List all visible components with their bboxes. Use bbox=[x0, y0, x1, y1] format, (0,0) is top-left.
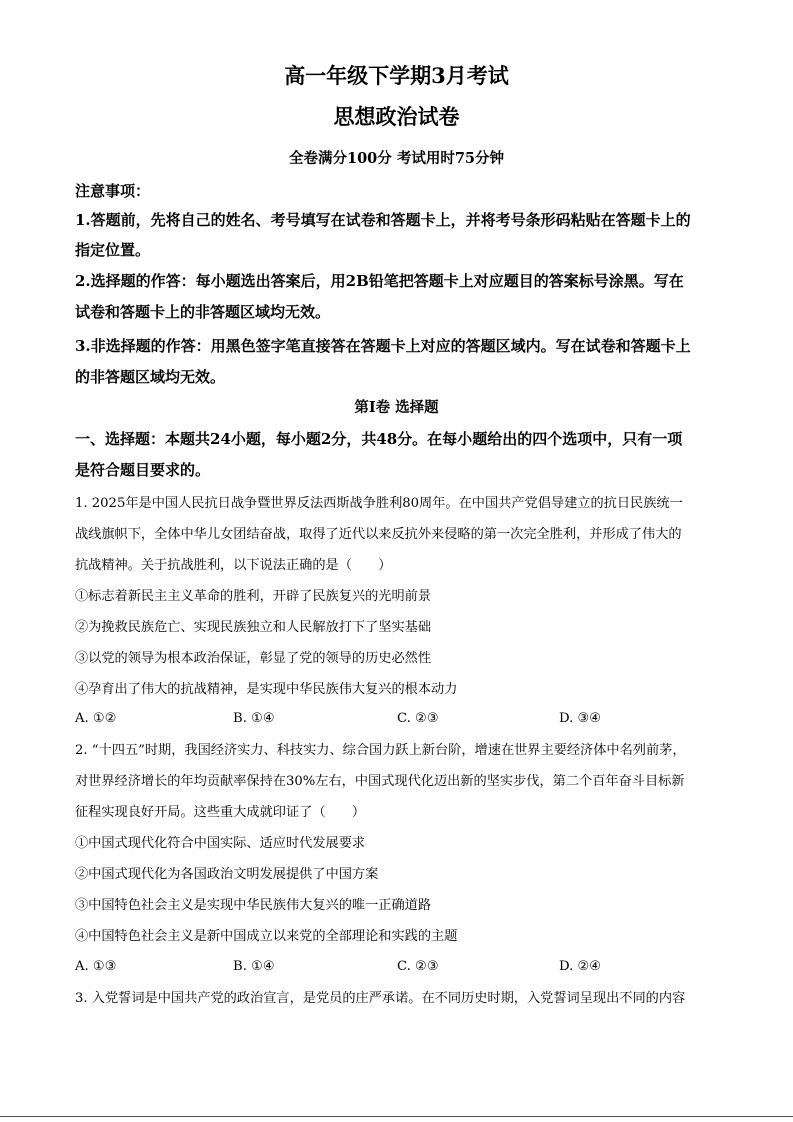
exam-title: 高一年级下学期3月考试 bbox=[284, 63, 509, 88]
q1-stem-line-2: 战线旗帜下，全体中华儿女团结奋战，取得了近代以来反抗外来侵略的第一次完全胜利，并形成了伟大的 bbox=[75, 527, 682, 542]
q2-statement-4: ④中国特色社会主义是新中国成立以来党的全部理论和实践的主题 bbox=[75, 929, 458, 944]
part1-heading: 第Ⅰ卷 选择题 bbox=[354, 399, 439, 416]
q1-option-b: B. ①④ bbox=[233, 711, 275, 726]
exam-meta: 全卷满分100分 考试用时75分钟 bbox=[289, 150, 504, 167]
notice-item-2-line-1: 2.选择题的作答：每小题选出答案后，用2B铅笔把答题卡上对应题目的答案标号涂黑。写在 bbox=[75, 272, 684, 290]
notice-item-3-line-1: 3.非选择题的作答：用黑色签字笔直接答在答题卡上对应的答题区域内。写在试卷和答题卡上 bbox=[75, 337, 691, 355]
exam-subject: 思想政治试卷 bbox=[333, 104, 460, 129]
q2-statement-1: ①中国式现代化符合中国实际、适应时代发展要求 bbox=[75, 836, 366, 851]
q1-statement-4: ④孕育出了伟大的抗战精神，是实现中华民族伟大复兴的根本动力 bbox=[75, 682, 458, 697]
q2-option-d: D. ②④ bbox=[559, 959, 602, 974]
part1-instruction-line-1: 一、选择题：本题共24小题，每小题2分，共48分。在每小题给出的四个选项中，只有一项 bbox=[75, 430, 683, 448]
q2-statement-2: ②中国式现代化为各国政治文明发展提供了中国方案 bbox=[75, 867, 379, 882]
q2-stem-line-1: 2. “十四五”时期，我国经济实力、科技实力、综合国力跃上新台阶，增速在世界主要经济体中名列前茅， bbox=[75, 743, 686, 758]
q1-stem-line-1: 1. 2025年是中国人民抗日战争暨世界反法西斯战争胜利80周年。在中国共产党倡导建立的抗日民族统一 bbox=[75, 496, 683, 511]
page-bottom-divider bbox=[0, 1116, 793, 1117]
q1-statement-2: ②为挽救民族危亡、实现民族独立和人民解放打下了坚实基础 bbox=[75, 620, 432, 635]
q2-option-c: C. ②③ bbox=[397, 959, 439, 974]
q1-option-d: D. ③④ bbox=[559, 711, 602, 726]
notice-heading: 注意事项： bbox=[75, 182, 151, 200]
notice-item-2-line-2: 试卷和答题卡上的非答题区域均无效。 bbox=[75, 303, 331, 321]
notice-item-3-line-2: 的非答题区域均无效。 bbox=[75, 368, 226, 386]
q1-stem-line-3: 抗战精神。关于抗战胜利，以下说法正确的是（ ） bbox=[75, 558, 392, 573]
q1-option-a: A. ①② bbox=[75, 711, 117, 726]
part1-instruction-line-2: 是符合题目要求的。 bbox=[75, 461, 211, 479]
q2-stem-line-3: 征程实现良好开局。这些重大成就印证了（ ） bbox=[75, 805, 366, 820]
q3-stem-line-1: 3. 入党誓词是中国共产党的政治宣言，是党员的庄严承诺。在不同历史时期，入党誓词呈现出不同的内容 bbox=[75, 991, 686, 1006]
notice-item-1-line-2: 指定位置。 bbox=[75, 241, 151, 259]
q2-option-a: A. ①③ bbox=[75, 959, 117, 974]
q1-option-c: C. ②③ bbox=[397, 711, 439, 726]
notice-item-1-line-1: 1.答题前，先将自己的姓名、考号填写在试卷和答题卡上，并将考号条形码粘贴在答题卡上的 bbox=[75, 211, 691, 229]
q2-statement-3: ③中国特色社会主义是实现中华民族伟大复兴的唯一正确道路 bbox=[75, 898, 432, 913]
q2-stem-line-2: 对世界经济增长的年均贡献率保持在30%左右，中国式现代化迈出新的坚实步伐，第二个百年奋斗目标新 bbox=[75, 774, 685, 789]
q1-statement-3: ③以党的领导为根本政治保证，彰显了党的领导的历史必然性 bbox=[75, 651, 432, 666]
q2-option-b: B. ①④ bbox=[233, 959, 275, 974]
q1-statement-1: ①标志着新民主主义革命的胜利，开辟了民族复兴的光明前景 bbox=[75, 589, 432, 604]
